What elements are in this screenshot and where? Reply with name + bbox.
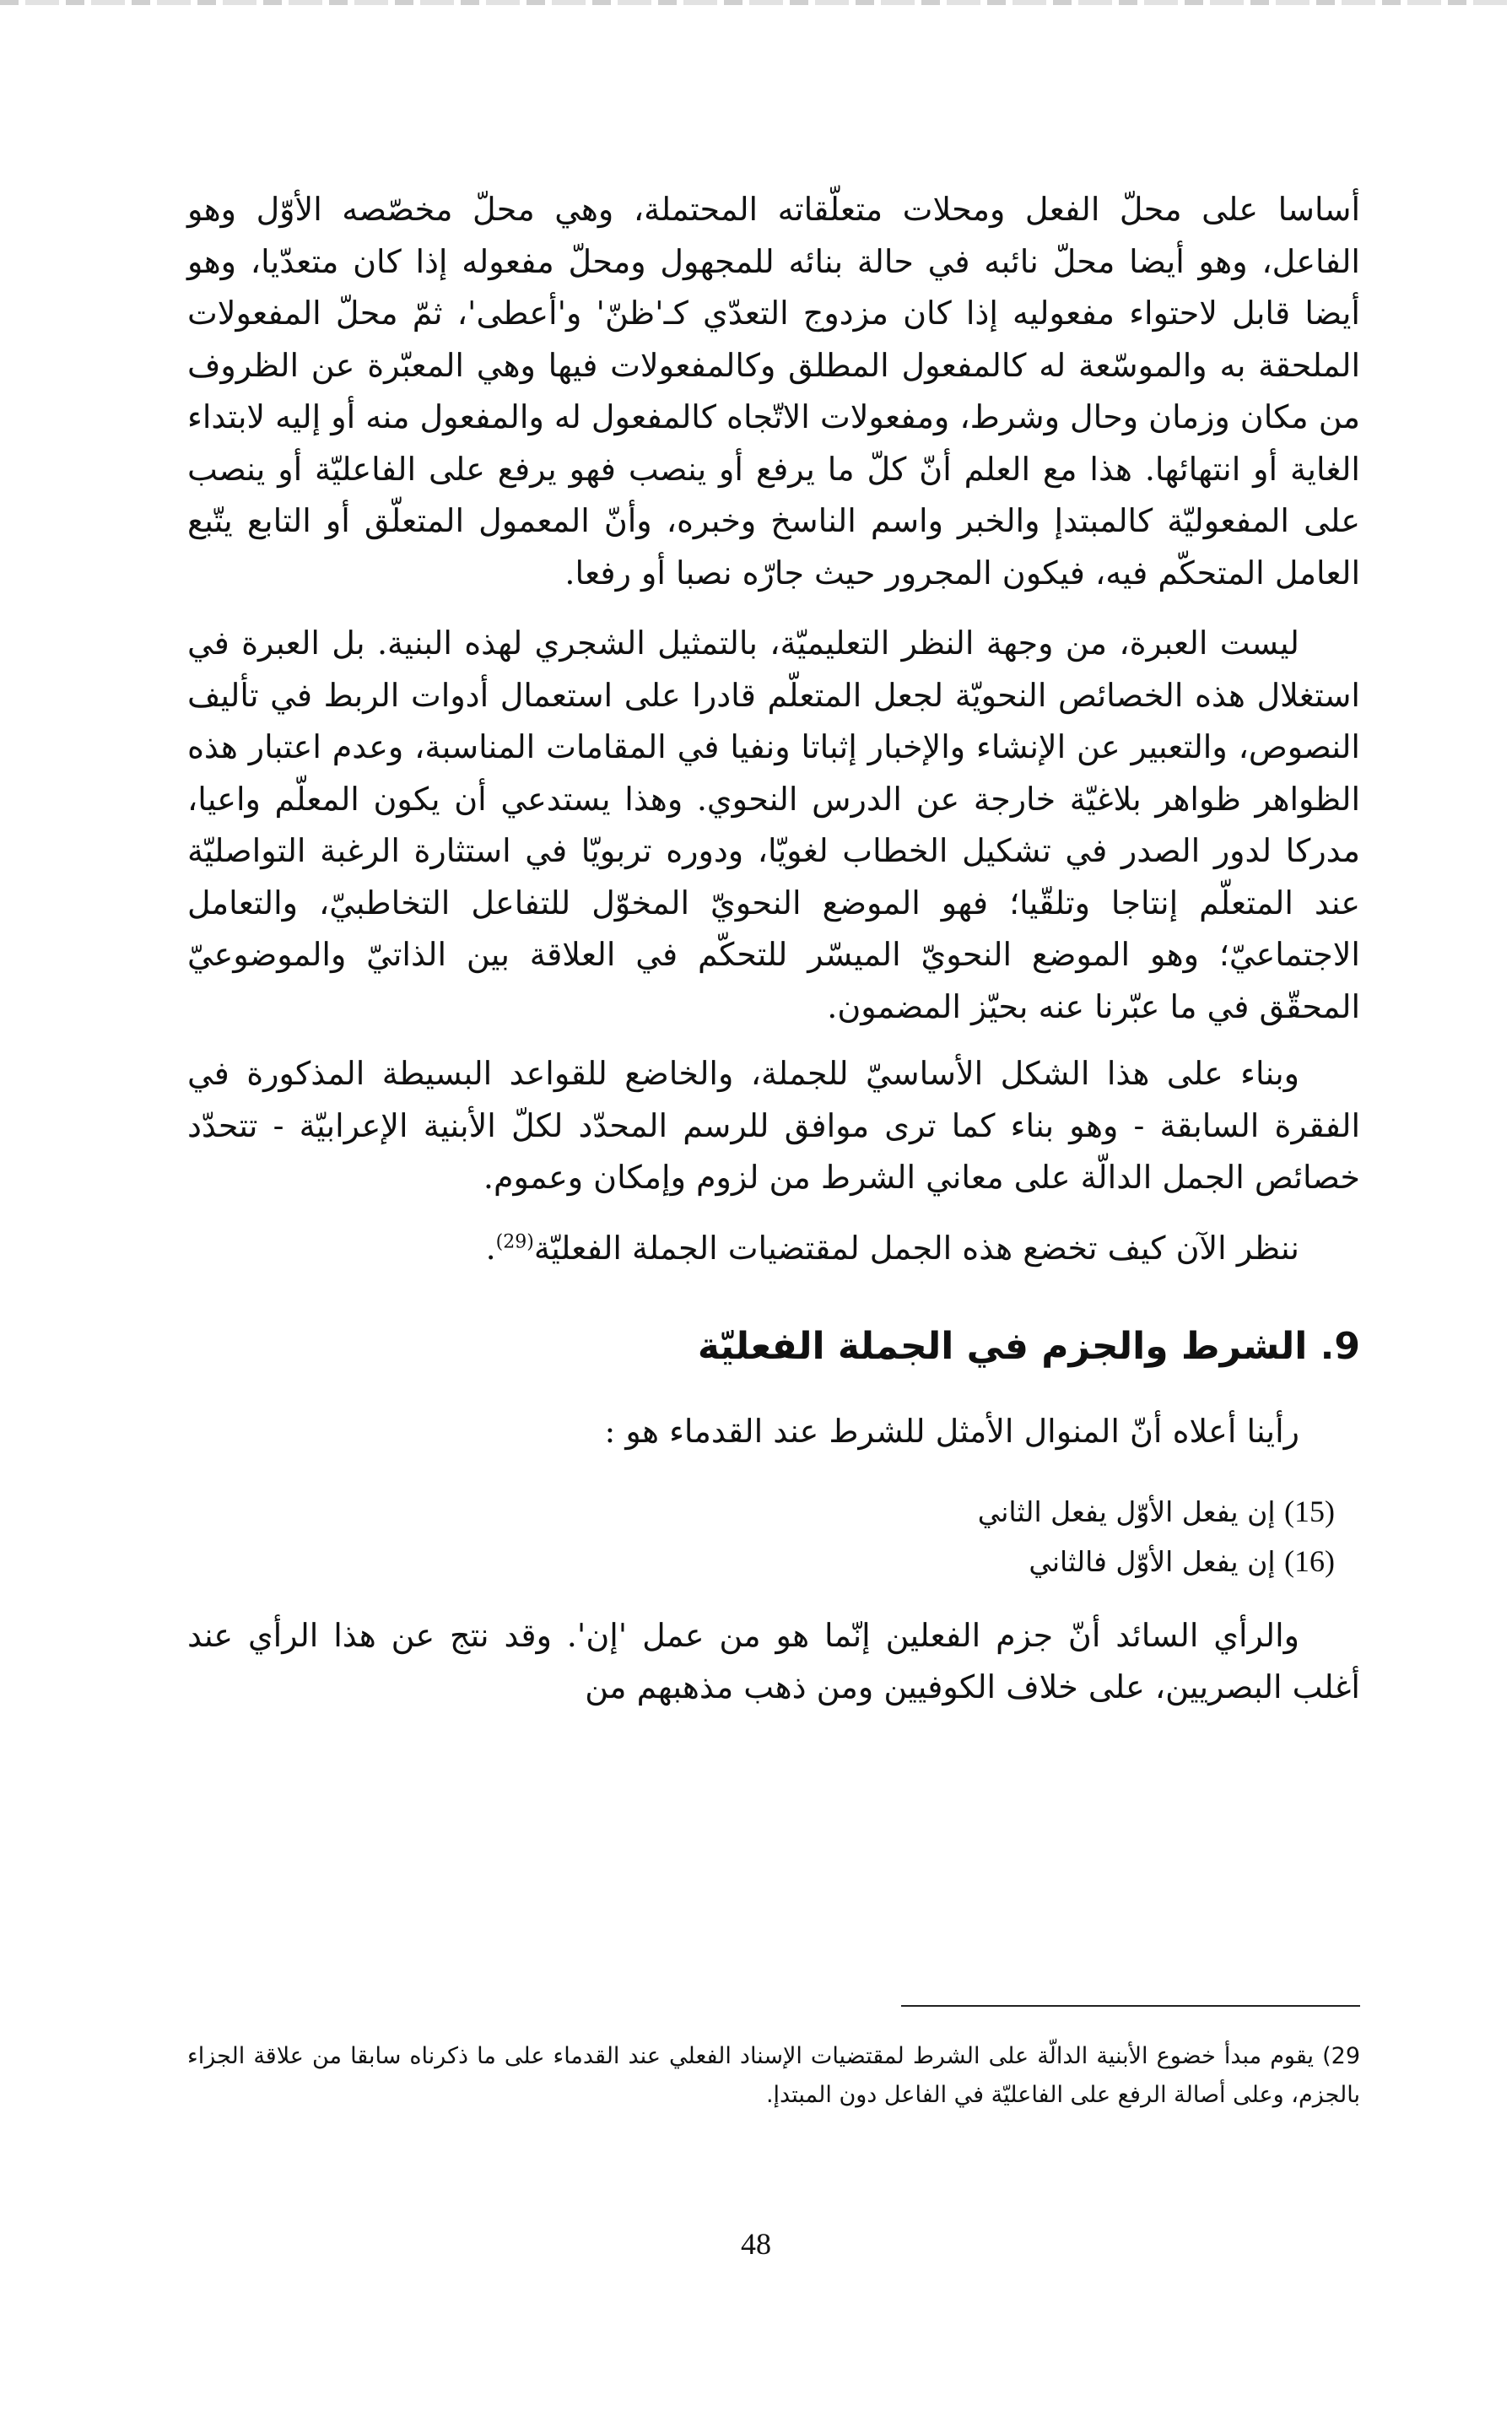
paragraph-3: وبناء على هذا الشكل الأساسيّ للجملة، والخاضع للقواعد البسيطة المذكورة في الفقرة السابقة - وهو بناء كما ترى موافق للرسم المحدّد لكلّ الأبنية الإعرابيّة - تتحدّد خصائص الجمل الدالّة على معاني الشرط من لزوم وإمكان وعموم.	[187, 1055, 1360, 1196]
example-number: (16)	[1284, 1543, 1335, 1578]
example-text: إن يفعل الأوّل فالثاني	[1029, 1544, 1276, 1578]
footnote-29: 29) يقوم مبدأ خضوع الأبنية الدالّة على الشرط لمقتضيات الإسناد الفعلي عند القدماء على ما ذكرناه سابقا من علاقة الجزاء بالجزم، وعلى أصالة الرفع على الفاعليّة في الفاعل دون المبتدإ.	[187, 2043, 1360, 2108]
intro-paragraph: رأينا أعلاه أنّ المنوال الأمثل للشرط عند القدماء هو :	[604, 1413, 1299, 1450]
examples-list	[187, 1487, 1360, 1586]
scan-edge-artifact	[0, 0, 1512, 5]
section-heading: 9. الشرط والجزم في الجملة الفعليّة	[697, 1325, 1360, 1368]
example-15	[187, 1487, 1360, 1537]
example-16	[187, 1537, 1360, 1586]
example-text: إن يفعل الأوّل يفعل الثاني	[977, 1495, 1276, 1528]
paragraph-2: ليست العبرة، من وجهة النظر التعليميّة، بالتمثيل الشجري لهذه البنية. بل العبرة في استغلال هذه الخصائص النحويّة لجعل المتعلّم قادرا على استعمال أدوات الربط في تأليف النصوص، والتعبير عن الإنشاء والإخبار إثباتا ونفيا في المقامات المناسبة، وعدم اعتبار هذه الظواهر ظواهر بلاغيّة خارجة عن الدرس النحوي. وهذا يستدعي أن يكون المعلّم واعيا، مدركا لدور الصدر في تشكيل الخطاب لغويّا، ودوره تربويّا في استثارة الرغبة التواصليّة عند المتعلّم إنتاجا وتلقّيا؛ فهو الموضع النحويّ المخوّل للتفاعل التخاطبيّ، والتعامل الاجتماعيّ؛ وهو الموضع النحويّ الميسّر للتحكّم في العلاقة بين الذاتيّ والموضوعيّ المحقّق في ما عبّرنا عنه بحيّز المضمون.	[187, 624, 1360, 1025]
paragraph-4-text: ننظر الآن كيف تخضع هذه الجمل لمقتضيات الجملة الفعليّة	[533, 1229, 1299, 1267]
paragraph-4-period: .	[485, 1229, 496, 1267]
page-body	[187, 184, 1360, 1714]
paragraph-4	[187, 1223, 1360, 1275]
footnote-divider	[901, 2005, 1360, 2007]
page-number: 48	[741, 2227, 771, 2261]
example-number: (15)	[1284, 1494, 1335, 1528]
footnote-reference[interactable]: (29)	[495, 1230, 534, 1252]
paragraph-1: أساسا على محلّ الفعل ومحلات متعلّقاته المحتملة، وهي محلّ مخصّصه الأوّل وهو الفاعل، وهو أيضا محلّ نائبه في حالة بنائه للمجهول ومحلّ مفعوله إذا كان متعدّيا، وهو أيضا قابل لاحتواء مفعوليه إذا كان مزدوج التعدّي كـ'ظنّ' و'أعطى'، ثمّ محلّ المفعولات الملحقة به والموسّعة له كالمفعول المطلق وكالمفعولات فيها وهي المعبّرة عن الظروف من مكان وزمان وحال وشرط، ومفعولات الاتّجاه كالمفعول له والمفعول منه أو إليه لابتداء الغاية أو انتهائها. هذا مع العلم أنّ كلّ ما يرفع أو ينصب فهو يرفع على الفاعليّة أو ينصب على المفعوليّة كالمبتدإ والخبر واسم الناسخ وخبره، وأنّ المعمول المتعلّق أو التابع يتّبع العامل المتحكّم فيه، فيكون المجرور حيث جارّه نصبا أو رفعا.	[187, 191, 1360, 592]
paragraph-5: والرأي السائد أنّ جزم الفعلين إنّما هو من عمل 'إن'. وقد نتج عن هذا الرأي عند أغلب البصريين، على خلاف الكوفيين ومن ذهب مذهبهم من	[187, 1616, 1360, 1705]
